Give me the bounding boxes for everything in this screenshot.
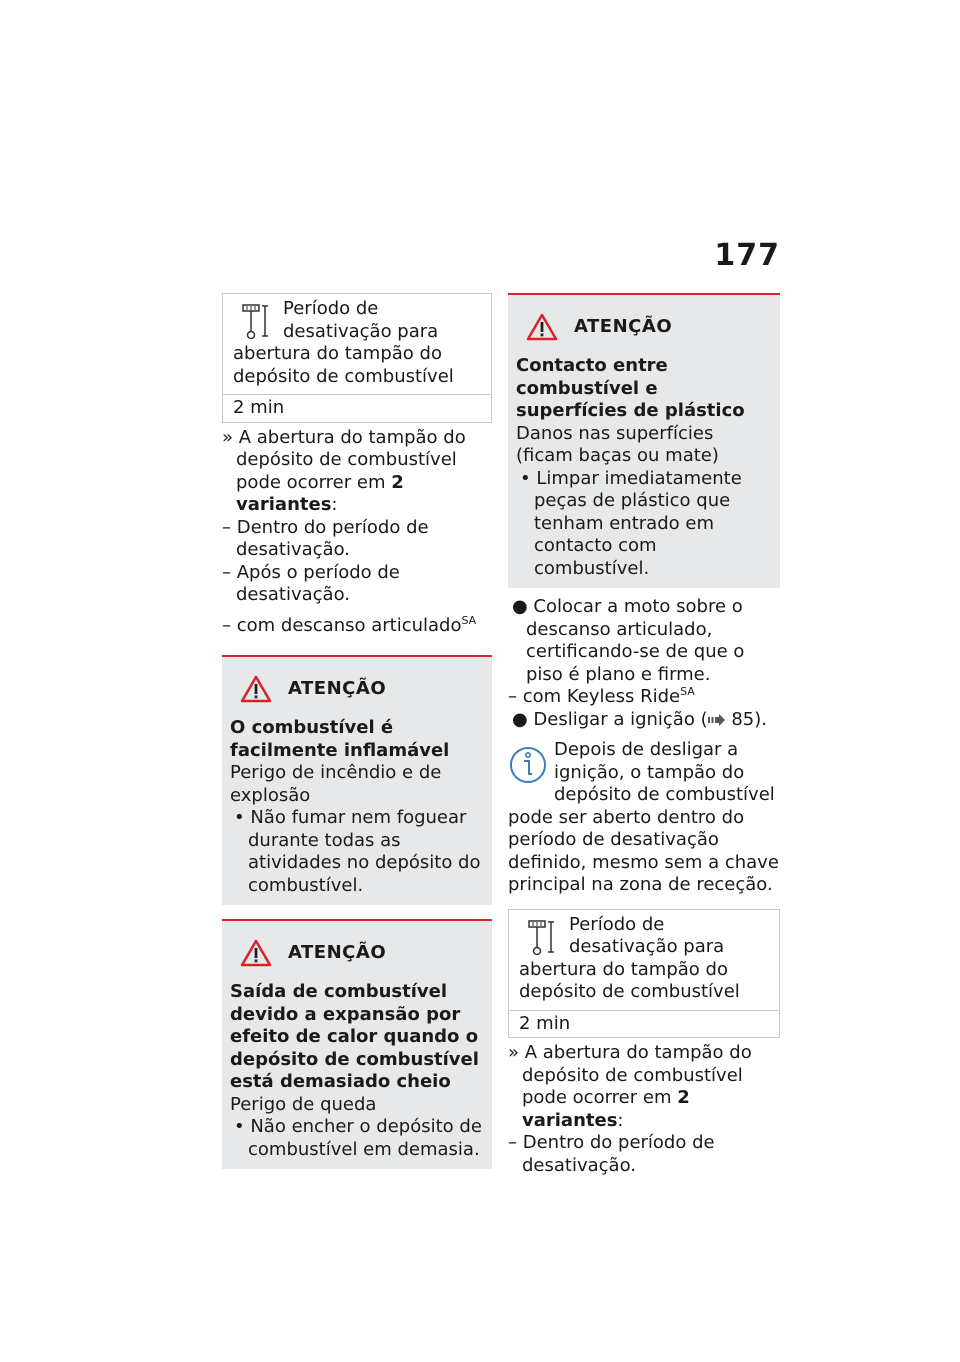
- variants-note: [222, 427, 492, 517]
- info-icon: [508, 743, 548, 787]
- spec-header: [223, 294, 491, 394]
- spec-header: [509, 910, 779, 1010]
- warning-triangle-icon: [240, 675, 272, 703]
- spec-value: 2 min: [223, 394, 491, 422]
- warning-risk: Perigo de queda: [230, 1093, 377, 1115]
- info-text: Depois de desligar a ignição, o tampão do depósito de combustível pode ser aberto dentro do período de desativação definido, mesmo sem a chave principal na zona de receção.: [508, 739, 779, 895]
- sa-marker: SA: [680, 685, 695, 698]
- option-side-stand-text: – com descanso articulado: [222, 614, 462, 636]
- variants-note-suffix: :: [331, 494, 338, 515]
- warning-instruction: • Não fumar nem foguear durante todas as atividades no depósito do combustível.: [234, 807, 481, 896]
- spec-title: Período de desativação para abertura do tampão do depósito de combustível: [233, 298, 454, 387]
- variants-note-text: » A abertura do tampão do depósito de combustível pode ocorrer em: [508, 1042, 752, 1108]
- warning-hazard: Saída de combustível devido a expansão por efeito de calor quando o depósito de combustível está demasiado cheio: [230, 981, 479, 1092]
- step-ignition-text: ● Desligar a ignição (: [512, 708, 708, 730]
- spec-table: [508, 909, 780, 1039]
- warning-triangle-icon: [526, 313, 558, 341]
- warning-header: [240, 939, 484, 967]
- warning-title: ATENÇÃO: [288, 677, 387, 699]
- spec-value: 2 min: [509, 1010, 779, 1038]
- variants-note-text: » A abertura do tampão do depósito de combustível pode ocorrer em: [222, 426, 466, 493]
- warning-triangle-icon: [240, 939, 272, 967]
- warning-box-plastic: [508, 293, 780, 588]
- fuel-pump-icon: [235, 302, 275, 342]
- option-keyless: [508, 686, 780, 709]
- page-reference[interactable]: 85).: [725, 708, 767, 730]
- variants-note: [508, 1042, 780, 1132]
- warning-header: [526, 313, 772, 341]
- sa-marker: SA: [461, 613, 477, 627]
- right-column: [508, 293, 780, 1177]
- warning-box-flammable: [222, 655, 492, 905]
- info-note: [508, 739, 780, 897]
- variants-note-bold: 2 variantes: [522, 1087, 690, 1131]
- option-within-period: – Dentro do período de desativação.: [508, 1132, 715, 1176]
- warning-header: [240, 675, 484, 703]
- spec-title: Período de desativação para abertura do tampão do depósito de combustível: [519, 913, 740, 1002]
- warning-hazard: O combustível é facilmente inflamável: [230, 717, 450, 761]
- step-side-stand: ● Colocar a moto sobre o descanso articulado, certificando-se de que o piso é plano e firme.: [512, 596, 745, 685]
- option-side-stand: [222, 615, 492, 638]
- variants-note-suffix: :: [617, 1109, 624, 1131]
- warning-instruction: • Não encher o depósito de combustível em demasia.: [234, 1116, 482, 1160]
- warning-instruction: • Limpar imediatamente peças de plástico que tenham entrado em contacto com combustível.: [520, 467, 742, 579]
- option-within-period: – Dentro do período de desativação.: [222, 516, 429, 560]
- warning-box-overfill: [222, 919, 492, 1169]
- option-after-period: – Após o período de desativação.: [222, 561, 400, 605]
- variants-note-bold: 2 variantes: [236, 471, 404, 515]
- page-number: 177: [714, 238, 780, 273]
- warning-hazard: Contacto entre combustível e superfícies de plástico: [516, 355, 745, 421]
- warning-title: ATENÇÃO: [574, 315, 673, 337]
- warning-risk: Danos nas superfícies (ficam baças ou mate): [516, 422, 719, 466]
- spec-table: [222, 293, 492, 423]
- page-reference-arrow-icon[interactable]: [708, 714, 726, 726]
- warning-title: ATENÇÃO: [288, 941, 387, 963]
- warning-risk: Perigo de incêndio e de explosão: [230, 762, 442, 806]
- left-column: [222, 293, 492, 1169]
- step-ignition-off: [508, 709, 780, 732]
- option-keyless-text: – com Keyless Ride: [508, 686, 681, 707]
- fuel-pump-icon: [521, 918, 561, 958]
